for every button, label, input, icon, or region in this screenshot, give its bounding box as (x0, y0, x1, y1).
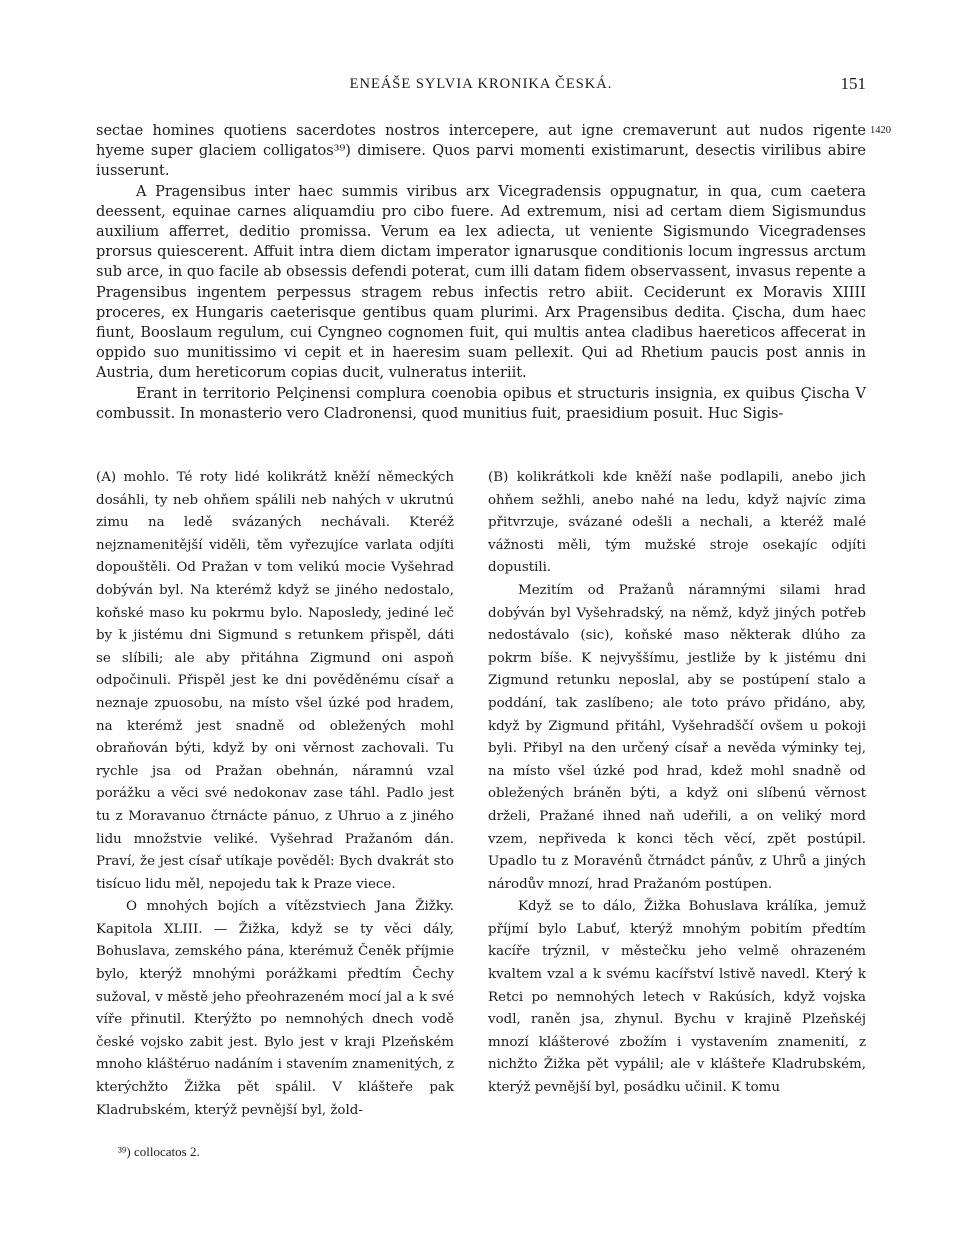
latin-text-block (96, 121, 866, 424)
column-b-paragraph: Mezitím od Pražanů náramnými silami hrad dobýván byl Vyšehradský, na němž, když jiných potřeb nedostávalo (sic), koňské maso některak dlúho za pokrm bíše. K nejvyššímu, jestliže by k jistému dni Zigmund retunku neposlal, aby se postúpení stalo a poddání, tak zaslíbeno; ale toto právo přidáno, aby, když by Zigmund přitáhl, Vyšehradščí ovšem u pokoji byli. Přibyl na den určený císař a nevěda výminky tej, na místo všel úzké pod hrad, kdež mohl snadně od obležených bráněn býti, a když oni slíbenú věrnost drželi, Pražané ihned naň udeřili, a on veliký mord vzem, nepřiveda k konci těch věcí, zpět postúpil. Upadlo tu z Moravénů čtrnádct pánův, z Uhrů a jiných národův mnozí, hrad Pražanóm postúpen. (488, 582, 866, 892)
running-title: ENEÁŠE SYLVIA KRONIKA ČESKÁ. (349, 76, 613, 92)
latin-paragraph: A Pragensibus inter haec summis viribus arx Vicegradensis oppugnatur, in qua, cum caetera deessent, equinae carnes aliquamdiu pro cibo fuere. Ad extremum, nisi ad certam diem Sigismundus auxilium afferret, deditio promissa. Verum ea lex adiecta, ut veniente Sigismundo Vicegradenses prorsus quiescerent. Affuit intra diem dictam imperator ignarusque conditionis locum ingressus arctum sub arce, in quo facile ab obsessis defendi poterat, cum illi datam fidem observassent, invasus repente a Pragensibus ingentem perpessus stragem rebus infectis retro abiit. Ceciderunt ex Moravis XIIII proceres, ex Hungaris caeterisque gentibus quam plurimi. Arx Pragensibus dedita. Çischa, dum haec fiunt, Booslaum regulum, cui Cyngneo cognomen fuit, qui multis antea cladibus haereticos affecerat in oppido suo munitissimo vi cepit et in haeresim suam pellexit. Qui ad Rhetium paucis post annis in Austria, dum hereticorum copias ducit, vulneratus interiit. (96, 183, 866, 382)
column-b-paragraph: (B) kolikrátkoli kde kněží naše podlapili, anebo jich ohňem sežhli, anebo nahé na ledu, když najvíc zima přitvrzuje, svázané odešli a nechali, a kteréž malé vážnosti měli, tým mužské stroje osekajíc odjíti dopustili. (488, 470, 866, 576)
latin-paragraph: sectae homines quotiens sacerdotes nostros intercepere, aut igne cremaverunt aut nudos rigente hyeme super glaciem colligatos³⁹) dimisere. Quos parvi momenti existimarunt, desectis virilibus abire iusserunt. (96, 123, 866, 180)
footnote: ³⁹) collocatos 2. (118, 1144, 200, 1159)
czech-column-b (488, 467, 866, 1100)
column-a-paragraph: (A) mohlo. Té roty lidé kolikrátž kněží německých dosáhli, ty neb ohňem spálili neb nahých v ukrutnú zimu na ledě svázaných nechávali. Kteréž nejznamenitější viděli, těm vyřezujíce varlata odjíti dopouštěli. Od Pražan v tom velikú mocie Vyšehrad dobýván byl. Na kterémž když se jiného nedostalo, koňské maso ku pokrmu bylo. Naposledy, jediné leč by k jistému dni Sigmund s retunkem přispěl, dáti se slíbili; ale aby přitáhna Zigmund oni aspoň odpočinuli. Přispěl jest ke dni pověděnému císař a neznaje zpuosobu, na místo všel úzké pod hradem, na kterémž jest snadně od obležených mohl obraňován býti, když by oni věrnost zachovali. Tu rychle jsa od Pražan obehnán, náramnú vzal porážku a věci své nedokonav zase táhl. Padlo jest tu z Moravanuo čtrnácte pánuo, z Uhruo a z jiného lidu množstvie veliké. Vyšehrad Pražanóm dán. Praví, že jest císař utíkaje pověděl: Bych dvakrát sto tisícuo lidu měl, nepojedu tak k Praze viece. (96, 470, 454, 892)
running-head (96, 76, 866, 98)
column-a-paragraph: O mnohých bojích a vítězstviech Jana Žižky. Kapitola XLIII. — Žižka, když se ty věci dály, Bohuslava, zemského pána, kterémuž Čeněk příjmie bylo, kterýž mnohými porážkami předtím Čechy sužoval, v městě jeho přeohrazeném mocí jal a k své víře přinutil. Kterýžto po nemnohých dnech vodě české vojsko zabit jest. Bylo jest v kraji Plzeňském mnoho kláštéruo nadáním i stavením znamenitých, z kterýchžto Žižka pět spálil. V klášteře pak Kladrubském, kterýž pevnější byl, žold- (96, 899, 454, 1118)
margin-year-note: 1420 (870, 125, 891, 136)
czech-column-a (96, 467, 454, 1122)
column-b-paragraph: Když se to dálo, Žižka Bohuslava králíka, jemuž příjmí bylo Labuť, kterýž mnohým pobitím předtím kacíře trýznil, v městečku jeho velmě ohrazeném kvaltem vzal a k svému kacířství lstivě navedl. Který k Retci po nemnohých letech v Rakúsích, když vojska vodl, raněn jsa, zhynul. Bychu v krajině Plzeňskéj mnozí klášterové zbožím i vystavením znamenití, z nichžto Žižka pět vypálil; ale v klášteře Kladrubském, kterýž pevnější byl, posádku učinil. K tomu (488, 899, 866, 1096)
latin-paragraph: Erant in territorio Pelçinensi complura coenobia opibus et structuris insignia, ex quibus Çischa V combussit. In monasterio vero Cladronensi, quod munitius fuit, praesidium posuit. Huc Sigis- (96, 385, 866, 422)
page-number: 151 (840, 74, 866, 93)
